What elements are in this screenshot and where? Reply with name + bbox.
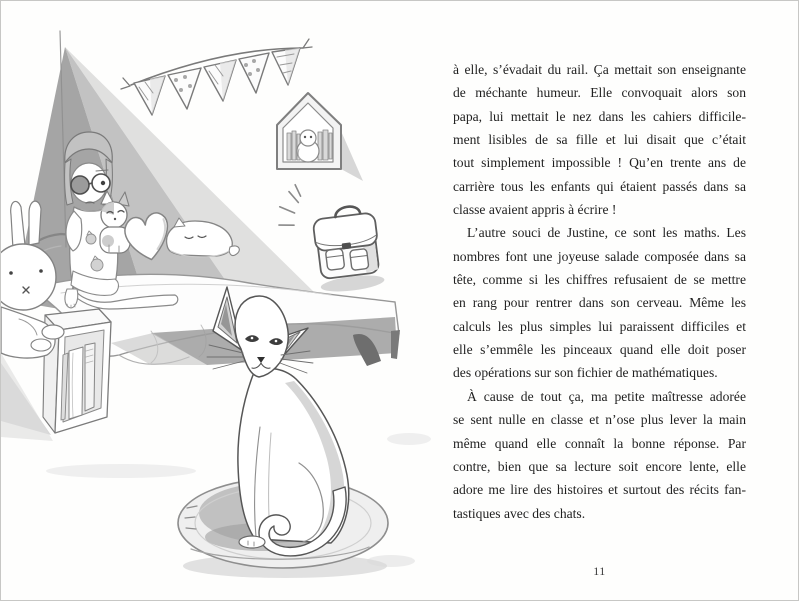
text-line: elle s’emmêle les pinceaux quand elle doit poser [453,342,746,358]
page-number: 11 [593,564,606,578]
text-line: adore me lire des histoires et surtout des récits fan- [453,482,746,498]
paragraph [453,58,746,221]
text-line: même quand elle connaît la bonne réponse. Par [453,435,746,451]
text-line: carrière tous les enfants qui étaient passés dans sa [453,178,746,194]
bedroom-illustration [1,1,441,601]
text-line: ment lisibles de sa fille et lui disait que c’était [453,132,746,148]
paragraph [453,385,746,525]
text-line: en rang pour rentrer dans son cerveau. Même les [453,295,746,311]
emphasis-rays [274,184,304,227]
cat-paw [239,536,265,548]
text-line: des opérations sur son fichier de mathématiques. [453,365,718,381]
text-line: tastiques avec des chats. [453,505,586,521]
text-line: papa, lui mettait le nez dans les cahiers difficile- [453,108,746,124]
text-line: contre, bien que sa lecture soit encore lente, elle [453,458,746,474]
house-shaped-shelf-with-bird [277,93,363,181]
body-text [453,58,746,525]
text-line: L’autre souci de Justine, ce sont les maths. Les [467,225,746,241]
text-line: calculs les plus simples lui paraissent difficiles et [453,318,746,334]
text-line: À cause de tout ça, ma petite maîtresse adorée [467,388,746,404]
bunting-garland [121,39,312,115]
text-line: nombres font une joyeuse salade composée dans sa [453,248,746,264]
paragraph [453,221,746,384]
bird-figure [297,130,319,162]
text-line: à elle, s’évadait du rail. Ça mettait son enseignante [453,62,746,77]
text-line: se sent nulle en classe et n’ose plus lever la main [453,412,746,428]
satchel-clasp [342,242,352,249]
text-line: de méchante humeur. Elle convoquait alors son [453,85,746,101]
text-line: tout simplement impossible ! Qu’en trente ans de [453,155,746,171]
text-line: tête, comme si les chiffres refusaient de se mettre [453,272,746,288]
text-line: classe avaient appris à écrire ! [453,202,617,218]
